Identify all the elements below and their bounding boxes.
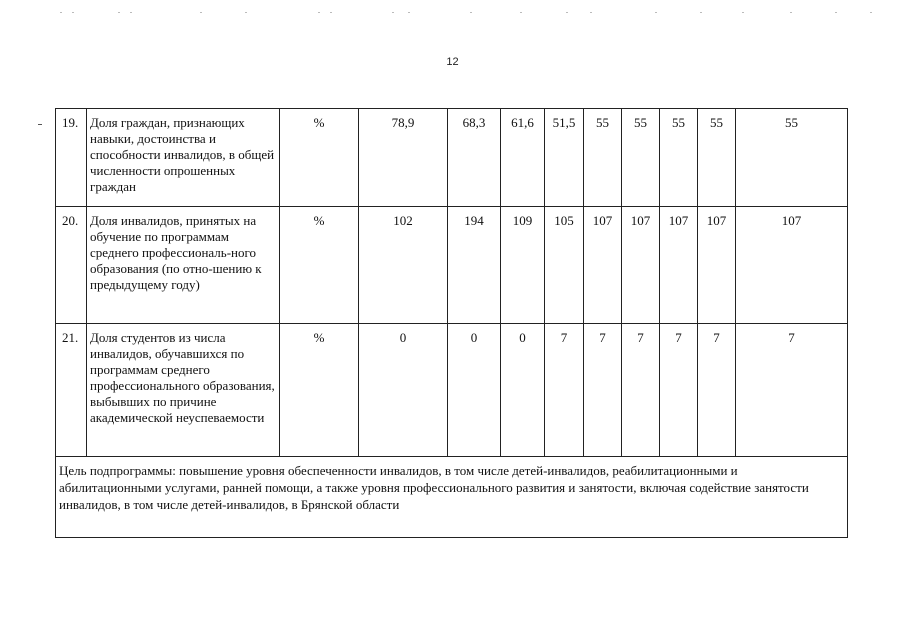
value-cell: 0 bbox=[359, 324, 448, 457]
value-cell: 107 bbox=[622, 207, 660, 324]
value-cell: 7 bbox=[698, 324, 736, 457]
unit-cell: % bbox=[280, 324, 359, 457]
value-cell: 107 bbox=[736, 207, 848, 324]
value-cell: 7 bbox=[736, 324, 848, 457]
indicator-name: Доля граждан, признающих навыки, достоинства и способности инвалидов, в общей численности опрошенных граждан bbox=[87, 109, 280, 207]
value-cell: 68,3 bbox=[448, 109, 501, 207]
value-cell: 7 bbox=[660, 324, 698, 457]
value-cell: 194 bbox=[448, 207, 501, 324]
value-cell: 0 bbox=[501, 324, 545, 457]
indicators-table bbox=[55, 108, 848, 538]
unit-cell: % bbox=[280, 207, 359, 324]
table-row bbox=[56, 109, 848, 207]
value-cell: 55 bbox=[584, 109, 622, 207]
page-number: 12 bbox=[446, 56, 459, 68]
value-cell: 7 bbox=[545, 324, 584, 457]
row-number: 19. bbox=[56, 109, 87, 207]
value-cell: 61,6 bbox=[501, 109, 545, 207]
value-cell: 109 bbox=[501, 207, 545, 324]
value-cell: 102 bbox=[359, 207, 448, 324]
value-cell: 7 bbox=[622, 324, 660, 457]
goal-row bbox=[56, 457, 848, 538]
value-cell: 55 bbox=[698, 109, 736, 207]
row-number: 21. bbox=[56, 324, 87, 457]
value-cell: 107 bbox=[660, 207, 698, 324]
table-row bbox=[56, 324, 848, 457]
value-cell: 55 bbox=[736, 109, 848, 207]
value-cell: 55 bbox=[622, 109, 660, 207]
table-row bbox=[56, 207, 848, 324]
value-cell: 78,9 bbox=[359, 109, 448, 207]
value-cell: 55 bbox=[660, 109, 698, 207]
margin-mark bbox=[38, 124, 42, 125]
indicator-name: Доля студентов из числа инвалидов, обучавшихся по программам среднего профессионального образования, выбывших по причине академической неуспеваемости bbox=[87, 324, 280, 457]
subprogram-goal: Цель подпрограммы: повышение уровня обеспеченности инвалидов, в том числе детей-инвалидов, реабилитационными и абилитационными услугами, ранней помощи, а также уровня профессионального развития и занятости, включая содействие занятости инвалидов, в том числе детей-инвалидов, в Брянской области bbox=[56, 457, 848, 538]
value-cell: 7 bbox=[584, 324, 622, 457]
indicator-name: Доля инвалидов, принятых на обучение по программам среднего профессиональ-ного образования (по отно-шению к предыдущему году) bbox=[87, 207, 280, 324]
value-cell: 107 bbox=[584, 207, 622, 324]
value-cell: 107 bbox=[698, 207, 736, 324]
value-cell: 0 bbox=[448, 324, 501, 457]
value-cell: 51,5 bbox=[545, 109, 584, 207]
value-cell: 105 bbox=[545, 207, 584, 324]
unit-cell: % bbox=[280, 109, 359, 207]
scan-artifacts bbox=[0, 12, 905, 20]
row-number: 20. bbox=[56, 207, 87, 324]
